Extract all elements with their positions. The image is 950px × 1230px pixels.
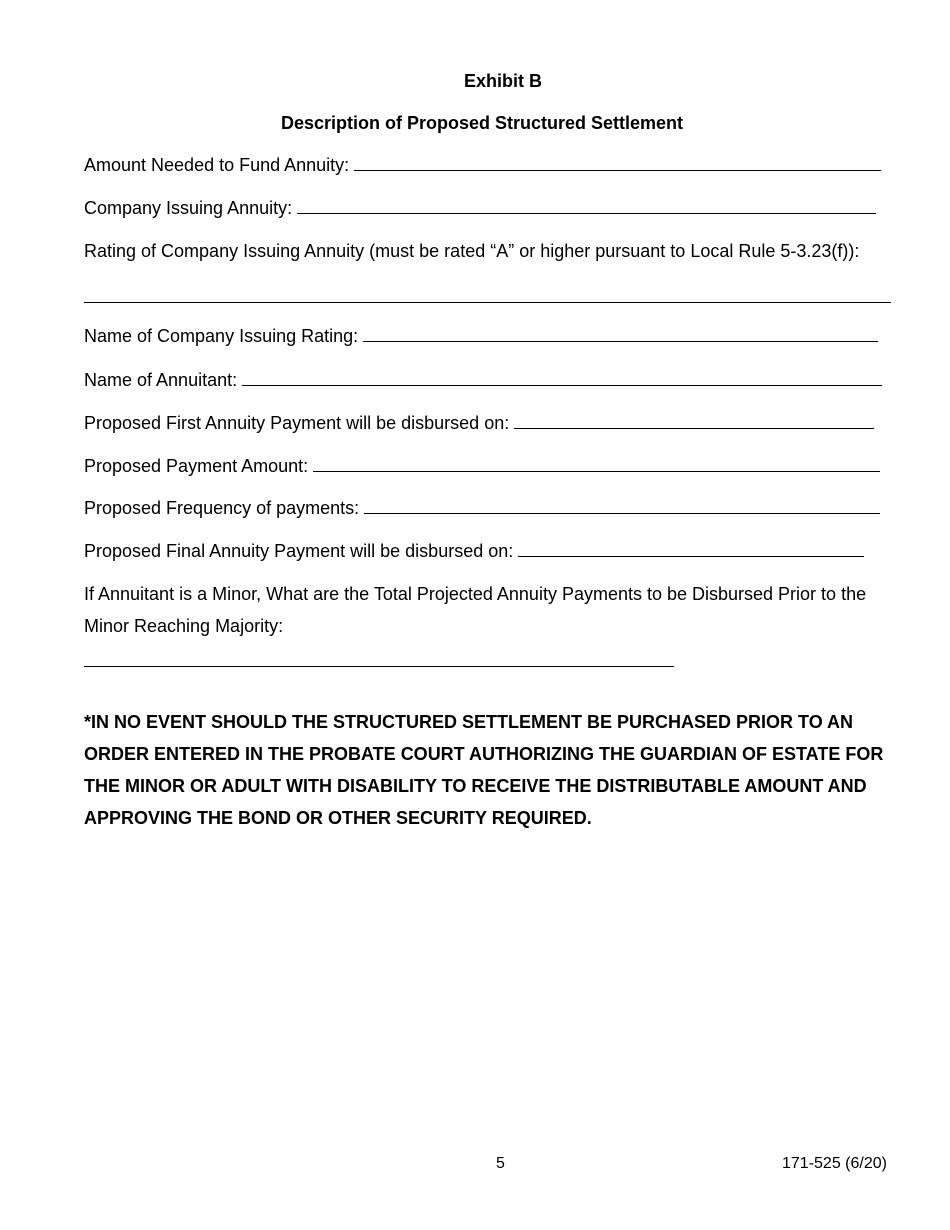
field-final-payment-blank[interactable] [518, 540, 864, 557]
field-frequency-label: Proposed Frequency of payments: [84, 498, 360, 518]
field-payment-amount [84, 455, 880, 477]
field-minor-question: If Annuitant is a Minor, What are the Total Projected Annuity Payments to be Disbursed Prior to the Minor Reaching Majority: [84, 584, 867, 636]
field-final-payment [84, 540, 864, 562]
field-rating-blank[interactable] [84, 302, 891, 303]
field-minor-blank[interactable] [84, 666, 674, 667]
page-number: 5 [496, 1155, 505, 1172]
field-company-label: Company Issuing Annuity: [84, 198, 293, 218]
form-number: 171-525 (6/20) [782, 1155, 887, 1172]
exhibit-title: Exhibit B [463, 71, 542, 91]
field-first-payment-blank[interactable] [514, 412, 874, 429]
warning-notice: *IN NO EVENT SHOULD THE STRUCTURED SETTLEMENT BE PURCHASED PRIOR TO AN ORDER ENTERED IN THE PROBATE COURT AUTHORIZING THE GUARDIAN OF ESTATE FOR THE MINOR OR ADULT WITH DISABILITY TO RECEIVE THE DISTRIBUTABLE AMOUNT AND APPROVING THE BOND OR OTHER SECURITY REQUIRED. [84, 712, 884, 828]
field-first-payment-label: Proposed First Annuity Payment will be disbursed on: [84, 413, 510, 433]
field-annuitant-blank[interactable] [242, 369, 882, 386]
field-rating-company-label: Name of Company Issuing Rating: [84, 326, 359, 346]
field-rating-company-blank[interactable] [363, 325, 878, 342]
field-amount [84, 154, 881, 176]
field-payment-amount-label: Proposed Payment Amount: [84, 456, 309, 476]
field-rating [84, 240, 859, 262]
field-frequency-blank[interactable] [364, 497, 880, 514]
field-first-payment [84, 412, 874, 434]
field-payment-amount-blank[interactable] [313, 455, 880, 472]
field-amount-blank[interactable] [354, 154, 881, 171]
field-rating-company [84, 325, 878, 347]
field-rating-label: Rating of Company Issuing Annuity (must be rated “A” or higher pursuant to Local Rule 5-3.23(f)): [84, 241, 860, 261]
field-annuitant [84, 369, 882, 391]
form-subtitle: Description of Proposed Structured Settlement [280, 113, 684, 133]
field-company [84, 197, 876, 219]
field-amount-label: Amount Needed to Fund Annuity: [84, 155, 350, 175]
field-final-payment-label: Proposed Final Annuity Payment will be disbursed on: [84, 541, 514, 561]
field-company-blank[interactable] [297, 197, 876, 214]
field-frequency [84, 497, 880, 519]
field-annuitant-label: Name of Annuitant: [84, 370, 238, 390]
